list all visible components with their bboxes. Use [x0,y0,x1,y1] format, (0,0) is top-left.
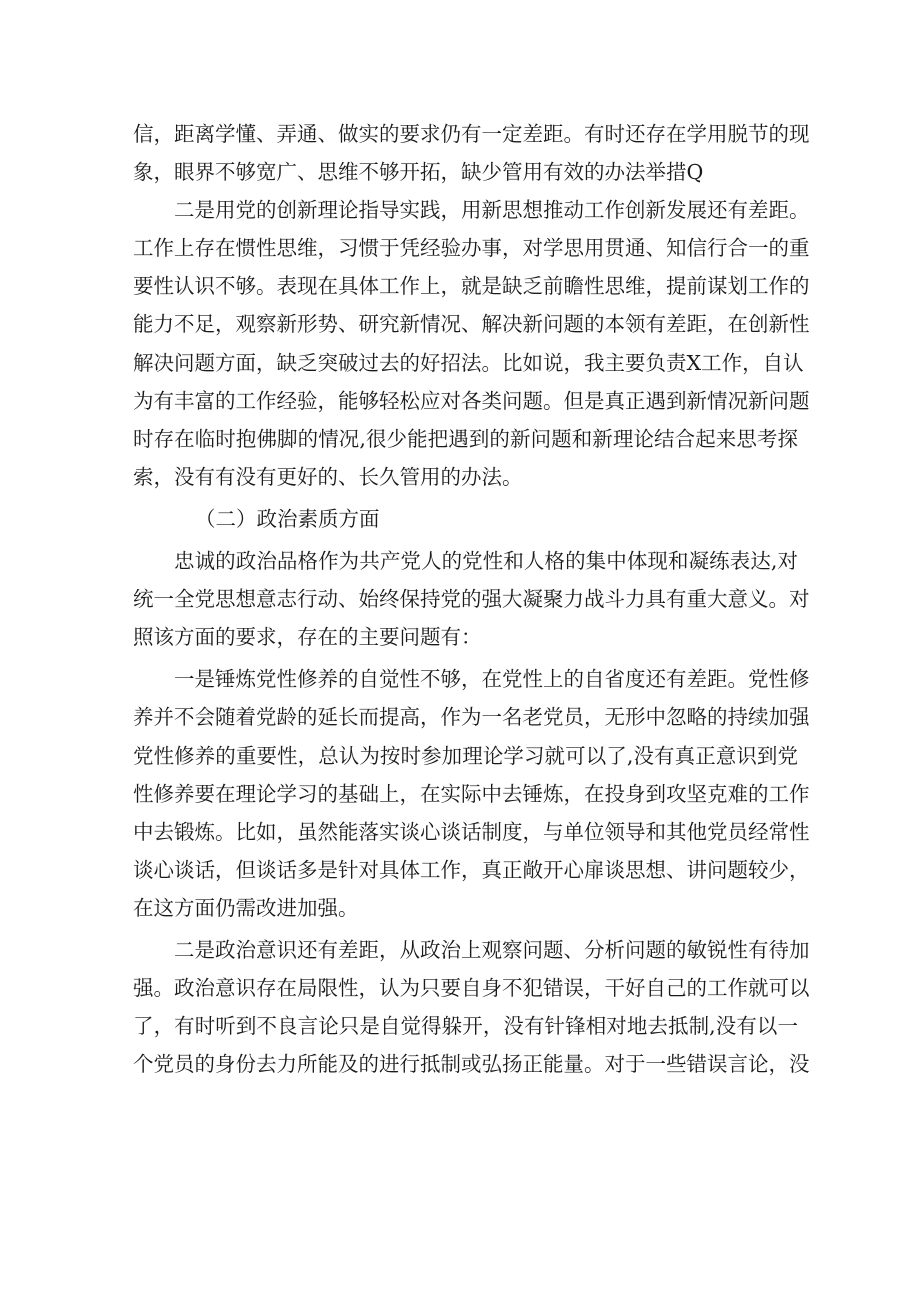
paragraph-line: 时存在临时抱佛脚的情况,很少能把遇到的新问题和新理论结合起来思考探 [133,426,798,451]
paragraph-line: 索，没有有没有更好的、长久管用的办法。 [133,464,523,489]
paragraph-line: 解决问题方面，缺乏突破过去的好招法。比如说，我主要负责X工作，自认 [133,350,804,375]
paragraph-line: 二是用党的创新理论指导实践，用新思想推动工作创新发展还有差距。 [174,198,810,223]
paragraph-line: 信，距离学懂、弄通、做实的要求仍有一定差距。有时还存在学用脱节的现 [133,122,810,146]
paragraph-line: 中去锻炼。比如，虽然能落实谈心谈话制度，与单位领导和其他党员经常性 [133,819,810,844]
paragraph-line: 养并不会随着党龄的延长而提高，作为一名老党员，无形中忽略的持续加强 [133,705,810,730]
paragraph-line: 了，有时听到不良言论只是自觉得躲开，没有针锋相对地去抵制,没有以一 [133,1014,798,1039]
document-body [133,115,810,1083]
paragraph-line: 统一全党思想意志行动、始终保持党的强大凝聚力战斗力具有重大意义。对 [133,587,810,612]
section-heading: （二）政治素质方面 [195,506,380,531]
paragraph-line: 象，眼界不够宽广、思维不够开拓，缺少管用有效的办法举措Q [133,160,704,185]
paragraph-line: 强。政治意识存在局限性，认为只要自身不犯错误，干好自己的工作就可以 [133,976,810,1001]
paragraph-line: 忠诚的政治品格作为共产党人的党性和人格的集中体现和凝练表达,对 [174,549,798,574]
paragraph-line: 在这方面仍需改进加强。 [133,895,359,920]
paragraph-line: 个党员的身份去力所能及的进行抵制或弘扬正能量。对于一些错误言论，没 [133,1052,810,1077]
paragraph-line: 工作上存在惯性思维，习惯于凭经验办事，对学思用贯通、知信行合一的重 [133,236,810,261]
paragraph-line: 二是政治意识还有差距，从政治上观察问题、分析问题的敏锐性有待加 [174,937,810,962]
paragraph-line: 一是锤炼党性修养的自觉性不够，在党性上的自省度还有差距。党性修 [174,667,810,692]
paragraph-line: 要性认识不够。表现在具体工作上，就是缺乏前瞻性思维，提前谋划工作的 [133,274,810,299]
paragraph-line: 为有丰富的工作经验，能够轻松应对各类问题。但是真正遇到新情况新问题 [133,388,810,413]
paragraph-line: 党性修养的重要性，总认为按时参加理论学习就可以了,没有真正意识到党 [133,743,798,768]
paragraph-line: 照该方面的要求，存在的主要问题有： [133,625,482,650]
paragraph-line: 性修养要在理论学习的基础上，在实际中去锤炼，在投身到攻坚克难的工作 [133,781,810,806]
paragraph-line: 能力不足，观察新形势、研究新情况、解决新问题的本领有差距，在创新性 [133,312,810,337]
paragraph-line: 谈心谈话，但谈话多是针对具体工作，真正敞开心扉谈思想、讲问题较少， [133,857,810,882]
